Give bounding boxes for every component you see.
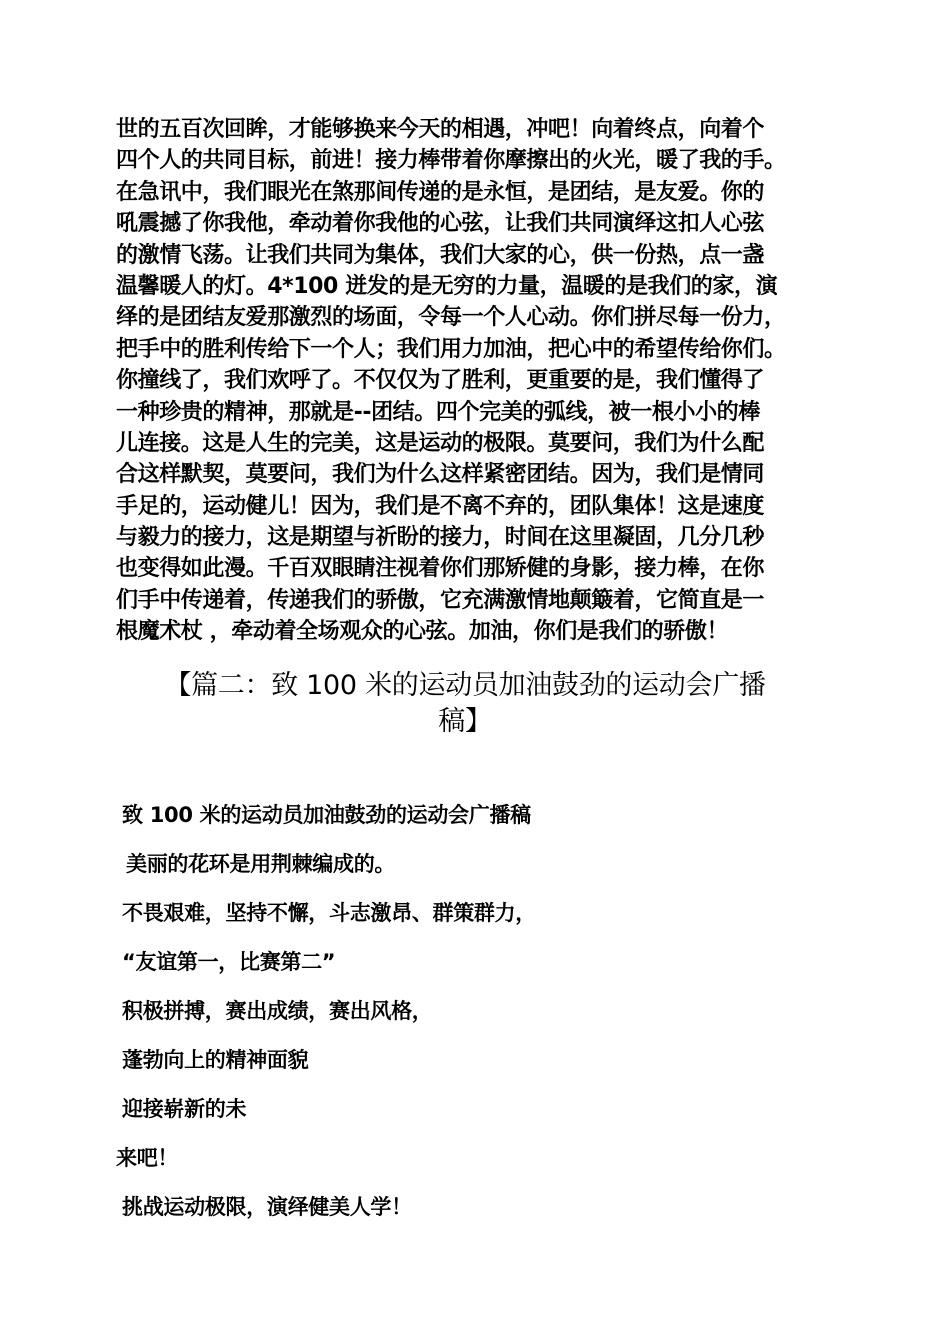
paragraph-line: 一种珍贵的精神，那就是--团结。四个完美的弧线，被一根小小的棒 bbox=[116, 399, 760, 425]
paragraph-line: 吼震撼了你我他，牵动着你我他的心弦，让我们共同演绎这扣人心弦 bbox=[116, 211, 765, 237]
paragraph-line: 在急讯中，我们眼光在煞那间传递的是永恒，是团结，是友爱。你的 bbox=[116, 179, 765, 205]
poem-line: 挑战运动极限，演绎健美人学！ bbox=[122, 1195, 412, 1219]
section-heading-line-1: 【篇二：致 100 米的运动员加油鼓劲的运动会广播 bbox=[164, 670, 766, 701]
paragraph-line: 合这样默契，莫要问，我们为什么这样紧密团结。因为，我们是情同 bbox=[116, 462, 765, 488]
paragraph-line: 温馨暖人的灯。4*100 迸发的是无穷的力量，温暖的是我们的家，演 bbox=[116, 273, 778, 299]
poem-title-line: 致 100 米的运动员加油鼓劲的运动会广播稿 bbox=[122, 803, 531, 827]
poem-line: 积极拼搏，赛出成绩，赛出风格， bbox=[122, 999, 433, 1023]
section-heading-line-2: 稿】 bbox=[438, 706, 492, 737]
paragraph-line: 与毅力的接力，这是期望与祈盼的接力，时间在这里凝固，几分几秒 bbox=[116, 525, 765, 551]
paragraph-line: 儿连接。这是人生的完美，这是运动的极限。莫要问，我们为什么配 bbox=[116, 430, 765, 456]
poem-line: 蓬勃向上的精神面貌 bbox=[122, 1048, 309, 1072]
paragraph-line: 们手中传递着，传递我们的骄傲，它充满激情地颠簸着，它简直是一 bbox=[116, 587, 765, 613]
poem-line: 迎接崭新的未 bbox=[122, 1097, 247, 1121]
paragraph-line: 你撞线了，我们欢呼了。不仅仅为了胜利，更重要的是，我们懂得了 bbox=[116, 368, 765, 394]
poem-line: “友谊第一，比赛第二” bbox=[122, 950, 336, 974]
poem-line: 不畏艰难，坚持不懈，斗志激昂、群策群力， bbox=[122, 901, 536, 925]
paragraph-line: 把手中的胜利传给下一个人；我们用力加油，把心中的希望传给你们。 bbox=[116, 336, 786, 362]
paragraph-line: 手足的，运动健儿！因为，我们是不离不弃的，团队集体！这是速度 bbox=[116, 493, 765, 519]
relay-paragraph bbox=[116, 114, 856, 648]
poem-line: 来吧！ bbox=[116, 1146, 179, 1170]
paragraph-line: 根魔术杖 ，牵动着全场观众的心弦。加油，你们是我们的骄傲！ bbox=[116, 619, 729, 645]
broadcast-poem bbox=[116, 799, 856, 1240]
poem-line: 美丽的花环是用荆棘编成的。 bbox=[126, 852, 396, 876]
section-heading bbox=[110, 668, 820, 740]
paragraph-line: 世的五百次回眸，才能够换来今天的相遇，冲吧！向着终点，向着个 bbox=[116, 117, 765, 142]
paragraph-line: 的激情飞荡。让我们共同为集体，我们大家的心，供一份热，点一盏 bbox=[116, 242, 765, 268]
paragraph-line: 四个人的共同目标，前进！接力棒带着你摩擦出的火光，暖了我的手。 bbox=[116, 148, 786, 174]
paragraph-line: 绎的是团结友爱那激烈的场面，令每一个人心动。你们拼尽每一份力， bbox=[116, 305, 786, 331]
paragraph-line: 也变得如此漫。千百双眼睛注视着你们那矫健的身影，接力棒，在你 bbox=[116, 556, 765, 582]
